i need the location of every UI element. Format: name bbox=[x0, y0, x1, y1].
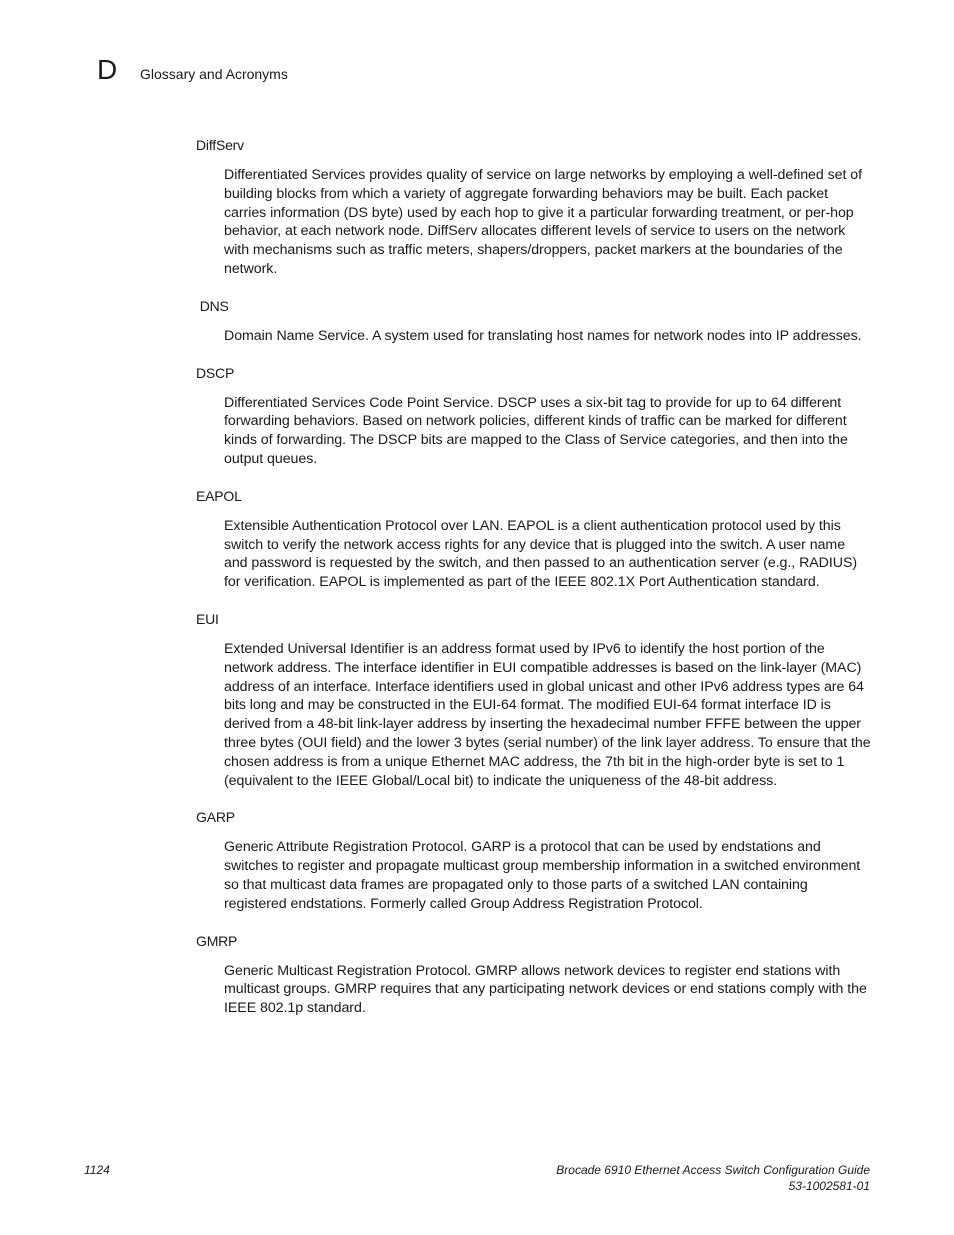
glossary-content bbox=[196, 137, 872, 1037]
glossary-entry-dscp bbox=[196, 365, 872, 469]
page-header bbox=[97, 56, 288, 84]
glossary-entry-gmrp bbox=[196, 933, 872, 1018]
glossary-term: DSCP bbox=[196, 364, 235, 381]
footer-document-info bbox=[556, 1162, 870, 1194]
page-number: 1124 bbox=[84, 1163, 110, 1177]
glossary-term: DNS bbox=[196, 297, 229, 314]
document-title: Brocade 6910 Ethernet Access Switch Configuration Guide bbox=[556, 1163, 870, 1177]
glossary-definition: Generic Attribute Registration Protocol. GARP is a protocol that can be used by endstations and switches to register and propagate multicast group membership information in a switched environment so that multicast data frames are propagated only to those parts of a switched LAN containing registered endstations. Formerly called Group Address Registration Protocol. bbox=[224, 839, 861, 912]
glossary-definition: Domain Name Service. A system used for translating host names for network nodes into IP addresses. bbox=[224, 327, 862, 344]
glossary-term: EUI bbox=[196, 610, 219, 627]
glossary-term: EAPOL bbox=[196, 487, 242, 504]
document-number: 53-1002581-01 bbox=[788, 1179, 870, 1193]
chapter-title: Glossary and Acronyms bbox=[140, 66, 288, 82]
glossary-term: GMRP bbox=[196, 932, 238, 949]
glossary-entry-diffserv bbox=[196, 137, 872, 279]
glossary-entry-eui bbox=[196, 611, 872, 790]
glossary-term: DiffServ bbox=[196, 137, 244, 153]
glossary-definition: Differentiated Services Code Point Service. DSCP uses a six-bit tag to provide for up to 64 different forwarding behaviors. Based on network policies, different kinds of traffic can be marked for different kinds of forwarding. The DSCP bits are mapped to the Class of Service categories, and then into the output queues. bbox=[224, 394, 848, 467]
appendix-letter: D bbox=[97, 54, 118, 85]
glossary-definition: Differentiated Services provides quality of service on large networks by employing a well-defined set of building blocks from which a variety of aggregate forwarding behaviors may be built. Each packet carries information (DS byte) used by each hop to give it a particular forwarding treatment, or per-hop behavior, at each network node. DiffServ allocates different levels of service to users on the network with mechanisms such as traffic meters, shapers/droppers, packet markers at the boundaries of the network. bbox=[224, 167, 863, 277]
glossary-term: GARP bbox=[196, 809, 235, 826]
glossary-definition: Generic Multicast Registration Protocol. GMRP allows network devices to register end stations with multicast groups. GMRP requires that any participating network devices or end stations comply with the IEEE 802.1p standard. bbox=[224, 962, 867, 1017]
glossary-entry-garp bbox=[196, 809, 872, 913]
glossary-entry-dns bbox=[196, 298, 872, 346]
glossary-definition: Extensible Authentication Protocol over LAN. EAPOL is a client authentication protocol used by this switch to verify the network access rights for any device that is plugged into the switch. A user name and password is requested by the switch, and then passed to an authentication server (e.g., RADIUS) for verification. EAPOL is implemented as part of the IEEE 802.1X Port Authentication standard. bbox=[224, 517, 858, 591]
glossary-definition: Extended Universal Identifier is an address format used by IPv6 to identify the host portion of the network address. The interface identifier in EUI compatible addresses is based on the link-layer (MAC) address of an interface. Interface identifiers used in global unicast and other IPv6 address types are 64 bits long and may be constructed in the EUI-64 format. The modified EUI-64 format interface ID is derived from a 48-bit link-layer address by inserting the hexadecimal number FFFE between the upper three bytes (OUI field) and the lower 3 bytes (serial number) of the link layer address. To ensure that the chosen address is from a unique Ethernet MAC address, the 7th bit in the high-order byte is set to 1 (equivalent to the IEEE Global/Local bit) to indicate the uniqueness of the 48-bit address. bbox=[224, 640, 871, 789]
glossary-entry-eapol bbox=[196, 488, 872, 592]
